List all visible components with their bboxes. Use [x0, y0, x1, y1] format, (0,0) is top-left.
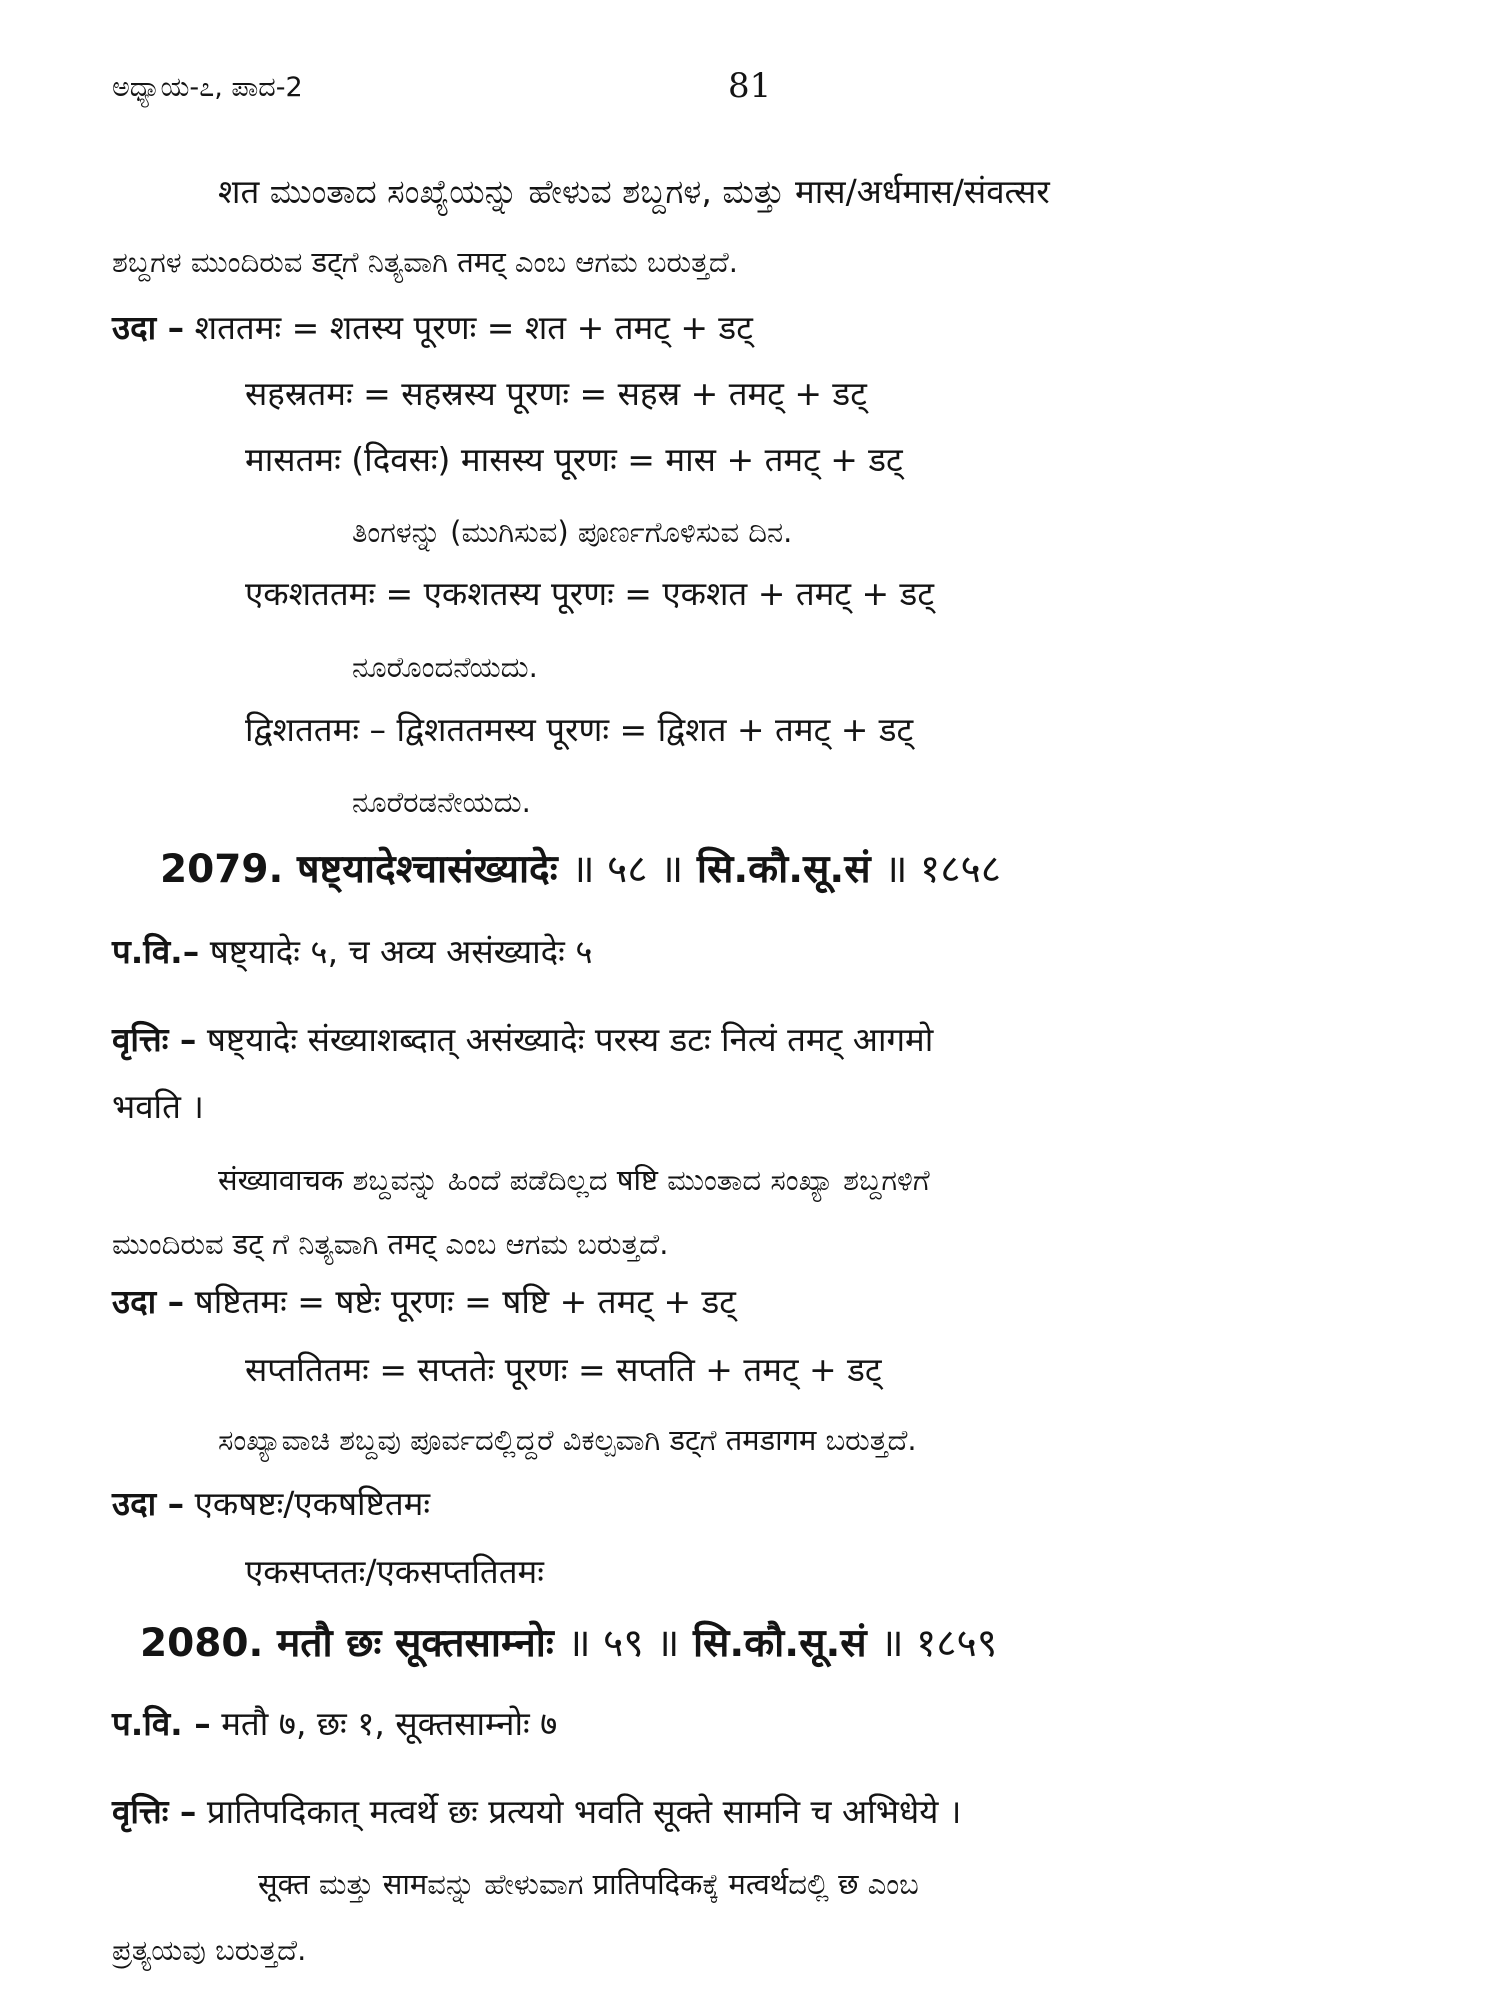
sutra-heading	[160, 848, 1001, 892]
vritti-row	[112, 1790, 961, 1834]
example-row	[112, 1280, 736, 1324]
example-text: एकषष्टः/एकषष्टितमः	[194, 1484, 431, 1523]
sutra-marker: ॥ ५८ ॥	[571, 847, 684, 892]
example-text: द्विशततमः – द्विशततमस्य पूरणः = द्विशत + तमट् + डट्	[245, 710, 914, 749]
padavibhaga-row	[112, 930, 593, 974]
sutra-text: मतौ छः सूक्तसाम्नोः	[276, 1621, 554, 1666]
example-row	[112, 306, 753, 350]
vritti-label: वृत्तिः –	[112, 1020, 197, 1059]
paragraph-line: ಸಂಖ್ಯಾವಾಚಿ ಶಬ್ದವು ಪೂರ್ವದಲ್ಲಿದ್ದರೆ ವಿಕಲ್ಪವಾಗಿ डट्‌ಗೆ तमडागम ಬರುತ್ತದೆ.	[218, 1423, 917, 1457]
example-gloss: ತಿಂಗಳನ್ನು (ಮುಗಿಸುವ) ಪೂರ್ಣಗೊಳಿಸುವ ದಿನ.	[352, 515, 793, 549]
example-gloss: ನೂರೆರಡನೇಯದು.	[352, 785, 531, 819]
padavibhaga-label: प.वि.–	[112, 932, 200, 971]
sutra-number: 2080.	[140, 1621, 264, 1666]
sutra-number: 2079.	[160, 847, 284, 892]
vritti-row	[112, 1018, 933, 1062]
paragraph-line: शत ಮುಂತಾದ ಸಂಖ್ಯೆಯನ್ನು ಹೇಳುವ ಶಬ್ದಗಳ, ಮತ್ತು मास/अर्धमास/संवत्सर	[218, 172, 1050, 211]
vritti-text: प्रातिपदिकात् मत्वर्थे छः प्रत्ययो भवति सूक्ते सामनि च अभिधेये ।	[206, 1792, 962, 1831]
example-text: एकशततमः = एकशतस्य पूरणः = एकशत + तमट् + डट्	[245, 574, 934, 613]
padavibhaga-text: षष्ट्यादेः ५, च अव्य असंख्यादेः ५	[209, 932, 593, 971]
example-text: षष्टितमः = षष्टेः पूरणः = षष्टि + तमट् + डट्	[194, 1282, 736, 1321]
vritti-text: भवति ।	[112, 1087, 204, 1126]
chapter-header: ಅಧ್ಯಾಯ-೭, ಪಾದ-2	[112, 72, 303, 103]
page-number: 81	[728, 66, 772, 106]
sutra-reference-number: ॥ १८५८	[884, 847, 1002, 892]
paragraph-line: ಶಬ್ದಗಳ ಮುಂದಿರುವ डट्‌ಗೆ ನಿತ್ಯವಾಗಿ तमट् ಎಂಬ ಆಗಮ ಬರುತ್ತದೆ.	[112, 245, 739, 279]
vritti-label: वृत्तिः –	[112, 1792, 197, 1831]
paragraph-line: ಪ್ರತ್ಯಯವು ಬರುತ್ತದೆ.	[112, 1933, 307, 1967]
sutra-marker: ॥ ५९ ॥	[567, 1621, 680, 1666]
paragraph-line: संख्यावाचक ಶಬ್ದವನ್ನು ಹಿಂದೆ ಪಡೆದಿಲ್ಲದ षष्टि ಮುಂತಾದ ಸಂಖ್ಯಾ ಶಬ್ದಗಳಿಗೆ	[218, 1163, 930, 1197]
sutra-reference: सि.कौ.सू.सं	[696, 847, 871, 892]
vritti-text: षष्ट्यादेः संख्याशब्दात् असंख्यादेः परस्य डटः नित्यं तमट् आगमो	[206, 1020, 934, 1059]
paragraph-line: सूक्त ಮತ್ತು सामವನ್ನು ಹೇಳುವಾಗ प्रातिपदिकಕ್ಕೆ मत्वर्थದಲ್ಲಿ छ ಎಂಬ	[258, 1867, 919, 1901]
example-text: सप्ततितमः = सप्ततेः पूरणः = सप्तति + तमट् + डट्	[245, 1350, 882, 1389]
example-gloss: ನೂರೊಂದನೆಯದು.	[352, 650, 538, 684]
example-label: उदा –	[112, 1282, 185, 1321]
paragraph-line: ಮುಂದಿರುವ डट् ಗೆ ನಿತ್ಯವಾಗಿ तमट् ಎಂಬ ಆಗಮ ಬರುತ್ತದೆ.	[112, 1227, 669, 1261]
example-text: शततमः = शतस्य पूरणः = शत + तमट् + डट्	[194, 308, 753, 347]
padavibhaga-label: प.वि. –	[112, 1704, 211, 1743]
sutra-reference-number: ॥ १८५९	[880, 1621, 998, 1666]
padavibhaga-row	[112, 1702, 557, 1746]
sutra-text: षष्ट्यादेश्चासंख्यादेः	[296, 847, 558, 892]
example-label: उदा –	[112, 1484, 185, 1523]
example-row	[112, 1482, 430, 1526]
example-label: उदा –	[112, 308, 185, 347]
example-text: सहस्रतमः = सहस्रस्य पूरणः = सहस्र + तमट् + डट्	[245, 374, 867, 413]
example-text: मासतमः (दिवसः) मासस्य पूरणः = मास + तमट् + डट्	[245, 440, 903, 479]
sutra-heading	[140, 1622, 997, 1666]
sutra-reference: सि.कौ.सू.सं	[692, 1621, 867, 1666]
example-text: एकसप्ततः/एकसप्ततितमः	[245, 1552, 544, 1591]
padavibhaga-text: मतौ ७, छः १, सूक्तसाम्नोः ७	[221, 1704, 558, 1743]
